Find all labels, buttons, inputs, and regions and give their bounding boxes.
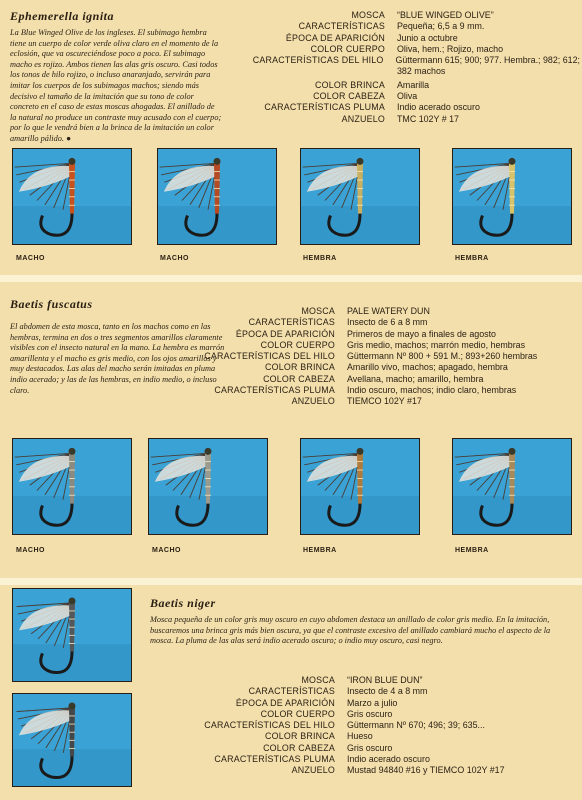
- spec-value: TMC 102Y # 17: [397, 113, 459, 124]
- spec-label: ÉPOCA DE APARICIÓN: [285, 32, 385, 43]
- photo-caption: HEMBRA: [303, 547, 337, 554]
- spec-table: [180, 306, 580, 408]
- spec-row: [180, 743, 580, 754]
- section-divider: [0, 578, 582, 585]
- spec-value: Indio acerado oscuro: [397, 102, 480, 113]
- spec-label: CARACTERÍSTICAS PLUMA: [214, 754, 335, 765]
- spec-value: Güttermann 615; 900; 977. Hembra.; 982; 612;: [395, 55, 580, 66]
- section-baetis-fuscatus: [0, 282, 582, 577]
- spec-row: [180, 329, 580, 340]
- spec-row: [230, 21, 580, 32]
- fly-photo: [12, 693, 132, 787]
- spec-row: [180, 306, 580, 317]
- spec-label: [230, 66, 397, 77]
- spec-row: [180, 731, 580, 742]
- spec-value: Hueso: [347, 731, 373, 742]
- spec-row: [180, 385, 580, 396]
- section-divider: [0, 275, 582, 282]
- spec-label: COLOR CABEZA: [263, 742, 335, 753]
- photo-caption: MACHO: [16, 547, 45, 554]
- spec-label: CARACTERÍSTICAS DEL HILO: [204, 351, 335, 362]
- fly-photo: [12, 438, 132, 535]
- spec-row: [180, 754, 580, 765]
- fly-photo: [12, 148, 132, 245]
- fly-illustration: [301, 439, 419, 534]
- spec-label: CARACTERÍSTICAS DEL HILO: [204, 720, 335, 731]
- spec-label: ANZUELO: [291, 396, 335, 407]
- spec-row: [180, 362, 580, 373]
- spec-row: [230, 44, 580, 55]
- spec-value: Junio a octubre: [397, 32, 458, 43]
- spec-value: Marzo a julio: [347, 697, 398, 708]
- spec-table: [180, 675, 580, 777]
- spec-label: MOSCA: [301, 675, 335, 685]
- spec-row: [180, 698, 580, 709]
- section-description: El abdomen de esta mosca, tanto en los machos como en las hembras, termina en dos o tres segmentos amarillos claramente visibles con el insecto natural en la mano. La hembra es marrón amarillenta y el macho es gris medio, con los ojos amarillos y muy destacados. Las alas del macho serán imitadas en pluma indio acerado; y las de las hembras, en indio medio, o incluso claro.: [10, 322, 225, 395]
- spec-row: [180, 396, 580, 407]
- photo-caption: HEMBRA: [455, 547, 489, 554]
- fly-illustration: [453, 439, 571, 534]
- photo-caption: MACHO: [160, 255, 189, 262]
- spec-row: [230, 114, 580, 125]
- spec-value: “IRON BLUE DUN”: [347, 675, 423, 685]
- spec-label: COLOR BRINCA: [315, 79, 385, 90]
- spec-table: [230, 10, 580, 125]
- spec-label: CARACTERÍSTICAS PLUMA: [214, 385, 335, 396]
- spec-row: [180, 317, 580, 328]
- spec-value: Insecto de 4 a 8 mm: [347, 686, 428, 697]
- fly-photo: [452, 438, 572, 535]
- spec-label: CARACTERÍSTICAS PLUMA: [264, 102, 385, 113]
- section-description: La Blue Winged Olive de los ingleses. El subimago hembra tiene un cuerpo de color verde oliva claro en el momento de la eclosión, que va oscureciéndose poco a poco. El subimago macho es rojizo. Ambos tienen las alas gris oscuro. Casi todos los tonos de hilo rojizo, o incluso anaranjado, servirán para imitar los cuerpos de los subimagos machos; siendo más decisivo el tamaño de la imitación que su tono de color concreto en el caso de estas moscas ahogadas. El anillado de la natural no produce un contraste muy acusado con el cuerpo; por lo que le vendrá bien a la brinca de la imitación un color amarillo pálido. ●: [10, 28, 222, 143]
- spec-label: ÉPOCA DE APARICIÓN: [235, 328, 335, 339]
- fly-illustration: [13, 694, 131, 786]
- spec-value: Amarilla: [397, 79, 430, 90]
- fly-photo: [148, 438, 268, 535]
- spec-row: [230, 91, 580, 102]
- spec-label: COLOR BRINCA: [265, 362, 335, 373]
- spec-label: COLOR CABEZA: [313, 91, 385, 102]
- spec-label: CARACTERÍSTICAS: [248, 686, 335, 697]
- spec-value: Gris medio, machos; marrón medio, hembras: [347, 339, 526, 350]
- spec-label: COLOR CUERPO: [260, 339, 335, 350]
- spec-row: [230, 10, 580, 21]
- spec-label: COLOR BRINCA: [265, 731, 335, 742]
- fly-illustration: [158, 149, 276, 244]
- spec-row: [180, 340, 580, 351]
- spec-value: Gris oscuro: [347, 708, 393, 719]
- spec-row: [180, 765, 580, 776]
- spec-label: MOSCA: [351, 10, 385, 20]
- fly-illustration: [13, 589, 131, 681]
- fly-illustration: [13, 439, 131, 534]
- spec-value: Gris oscuro: [347, 742, 393, 753]
- spec-value: Amarillo vivo, machos; apagado, hembra: [347, 362, 508, 373]
- fly-photo: [12, 588, 132, 682]
- spec-value: “BLUE WINGED OLIVE”: [397, 10, 494, 20]
- section-title: Baetis niger: [150, 596, 216, 610]
- section-title: Ephemerella ignita: [10, 9, 115, 23]
- section-ephemerella-ignita: [0, 0, 582, 275]
- spec-value: Oliva, hem.; Rojizo, macho: [397, 43, 504, 54]
- spec-value: Pequeña; 6,5 a 9 mm.: [397, 21, 485, 32]
- section-title: Baetis fuscatus: [10, 297, 93, 311]
- spec-row: [230, 80, 580, 91]
- photo-caption: MACHO: [152, 547, 181, 554]
- spec-label: COLOR CABEZA: [263, 373, 335, 384]
- photo-caption: MACHO: [16, 255, 45, 262]
- spec-label: ÉPOCA DE APARICIÓN: [235, 697, 335, 708]
- spec-label: CARACTERÍSTICAS: [298, 21, 385, 32]
- fly-photo: [157, 148, 277, 245]
- section-baetis-niger: [0, 585, 582, 800]
- spec-row: [230, 102, 580, 113]
- spec-value: PALE WATERY DUN: [347, 306, 430, 316]
- photo-caption: HEMBRA: [455, 255, 489, 262]
- fly-illustration: [149, 439, 267, 534]
- spec-value: Avellana, macho; amarillo, hembra: [347, 373, 484, 384]
- spec-value: Güttermann Nº 800 + 591 M.; 893+260 hembras: [347, 351, 538, 362]
- fly-illustration: [453, 149, 571, 244]
- fly-illustration: [13, 149, 131, 244]
- fly-illustration: [301, 149, 419, 244]
- section-description: Mosca pequeña de un color gris muy oscuro en cuyo abdomen destaca un anillado de color gris medio. En la imitación, buscaremos una brinca gris más bien oscura, ya que el contraste excesivo del anillado cambiará mucho el aspecto de la mosca. La pluma de las alas será indio acerado oscuro; o indio muy oscuro, casi negro.: [150, 615, 551, 646]
- spec-value: Güttermann Nº 670; 496; 39; 635...: [347, 720, 485, 731]
- spec-row: [180, 351, 580, 362]
- spec-row: [180, 709, 580, 720]
- spec-label: CARACTERÍSTICAS DEL HILO: [252, 55, 384, 66]
- spec-row: [230, 66, 580, 77]
- spec-row: [180, 720, 580, 731]
- spec-label: COLOR CUERPO: [310, 43, 385, 54]
- spec-row: [230, 33, 580, 44]
- fly-photo: [452, 148, 572, 245]
- fly-photo: [300, 148, 420, 245]
- spec-value: TIEMCO 102Y #17: [347, 396, 422, 407]
- spec-row: [230, 55, 580, 66]
- spec-value: Indio oscuro, machos; indio claro, hembras: [347, 385, 517, 396]
- spec-label: COLOR CUERPO: [260, 708, 335, 719]
- spec-label: MOSCA: [301, 306, 335, 316]
- spec-value: Mustad 94840 #16 y TIEMCO 102Y #17: [347, 765, 505, 776]
- spec-row: [180, 374, 580, 385]
- spec-label: ANZUELO: [341, 113, 385, 124]
- spec-value: Indio acerado oscuro: [347, 754, 430, 765]
- fly-photo: [300, 438, 420, 535]
- spec-row: [180, 675, 580, 686]
- spec-value: 382 machos: [397, 66, 446, 77]
- spec-value: Oliva: [397, 91, 418, 102]
- spec-label: CARACTERÍSTICAS: [248, 317, 335, 328]
- photo-caption: HEMBRA: [303, 255, 337, 262]
- spec-row: [180, 686, 580, 697]
- spec-value: Insecto de 6 a 8 mm: [347, 317, 428, 328]
- spec-value: Primeros de mayo a finales de agosto: [347, 328, 496, 339]
- spec-label: ANZUELO: [291, 765, 335, 776]
